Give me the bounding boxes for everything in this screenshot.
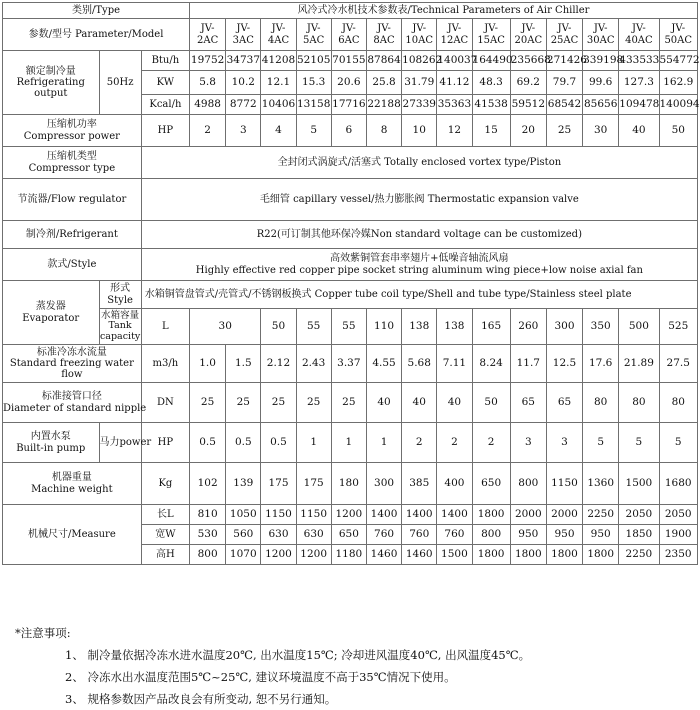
compressor-power-value: 50 xyxy=(659,115,698,147)
machine-weight-value: 175 xyxy=(261,463,296,505)
compressor-power-label xyxy=(3,115,142,147)
model-suffix: 10AC xyxy=(405,34,434,46)
machine-weight-value: 300 xyxy=(366,463,401,505)
machine-weight-value: 139 xyxy=(226,463,261,505)
model-suffix: 4AC xyxy=(267,34,290,46)
built-in-pump-cn: 内置水泵 xyxy=(30,431,71,443)
nipple-diameter-value: 25 xyxy=(296,383,331,423)
machine-weight-en: Machine weight xyxy=(31,483,113,495)
pump-power-value: 2 xyxy=(402,423,437,463)
evaporator-form-en: Style xyxy=(107,294,133,306)
pump-power-label: 马力power xyxy=(99,423,141,463)
model-prefix: JV- xyxy=(593,23,608,35)
tank-capacity-cn: 水箱容量 xyxy=(101,309,140,321)
model-header-cell xyxy=(331,19,366,51)
tank-capacity-value: 138 xyxy=(402,309,437,345)
title-row xyxy=(3,3,698,19)
machine-weight-value: 650 xyxy=(472,463,510,505)
pump-power-value: 5 xyxy=(659,423,698,463)
model-header-cell xyxy=(261,19,296,51)
evaporator-form-label xyxy=(99,281,141,309)
measure-value: 760 xyxy=(437,525,472,545)
model-suffix: 30AC xyxy=(586,34,615,46)
model-suffix: 12AC xyxy=(440,34,469,46)
model-suffix: 6AC xyxy=(338,34,360,46)
style-value xyxy=(141,249,697,281)
refrigerant-label: 制冷剂/Refrigerant xyxy=(3,221,142,249)
model-header-cell xyxy=(437,19,472,51)
notes-section xyxy=(15,622,530,710)
measure-value: 1460 xyxy=(366,545,401,565)
pump-power-value: 3 xyxy=(510,423,546,463)
tank-capacity-value: 30 xyxy=(190,309,261,345)
tank-capacity-value: 525 xyxy=(659,309,698,345)
compressor-power-value: 20 xyxy=(510,115,546,147)
model-prefix: JV- xyxy=(412,23,427,35)
measure-value: 1460 xyxy=(402,545,437,565)
measure-value: 650 xyxy=(331,525,366,545)
freezing-water-flow-value: 2.12 xyxy=(261,345,296,383)
measure-row-length xyxy=(3,505,698,525)
tank-capacity-value: 55 xyxy=(331,309,366,345)
compressor-power-value: 30 xyxy=(583,115,619,147)
pump-power-value: 0.5 xyxy=(190,423,226,463)
nipple-diameter-value: 25 xyxy=(331,383,366,423)
capacity-value: 70155 xyxy=(331,51,366,71)
machine-weight-cn: 机器重量 xyxy=(51,472,92,484)
built-in-pump-label xyxy=(3,423,100,463)
nipple-diameter-value: 80 xyxy=(583,383,619,423)
capacity-value: 35363 xyxy=(437,95,472,115)
capacity-value: 69.2 xyxy=(510,71,546,95)
sheet-title: 风冷式冷水机技术参数表/Technical Parameters of Air Chiller xyxy=(190,3,698,19)
nipple-diameter-value: 50 xyxy=(472,383,510,423)
compressor-type-value: 全封闭式涡旋式/活塞式 Totally enclosed vortex type/Piston xyxy=(141,147,697,179)
compressor-type-cn: 压缩机类型 xyxy=(46,151,97,163)
model-header-cell xyxy=(296,19,331,51)
freezing-water-flow-value: 12.5 xyxy=(546,345,582,383)
capacity-row-btu xyxy=(3,51,698,71)
measure-value: 800 xyxy=(472,525,510,545)
nipple-diameter-value: 25 xyxy=(261,383,296,423)
tank-capacity-unit: L xyxy=(141,309,189,345)
tank-capacity-value: 260 xyxy=(510,309,546,345)
capacity-value: 164490 xyxy=(472,51,510,71)
compressor-power-unit: HP xyxy=(141,115,189,147)
measure-value: 560 xyxy=(226,525,261,545)
compressor-power-value: 2 xyxy=(190,115,226,147)
pump-power-value: 1 xyxy=(331,423,366,463)
measure-value: 1070 xyxy=(226,545,261,565)
compressor-power-value: 4 xyxy=(261,115,296,147)
tank-capacity-value: 50 xyxy=(261,309,296,345)
measure-value: 630 xyxy=(296,525,331,545)
compressor-power-value: 12 xyxy=(437,115,472,147)
capacity-unit: Btu/h xyxy=(141,51,189,71)
model-prefix: JV- xyxy=(236,23,251,35)
model-suffix: 2AC xyxy=(196,34,219,46)
model-suffix: 15AC xyxy=(477,34,505,46)
measure-value: 1200 xyxy=(296,545,331,565)
capacity-value: 25.8 xyxy=(366,71,401,95)
refrigerating-output-en: Refrigerating output xyxy=(16,76,85,100)
capacity-value: 59512 xyxy=(510,95,546,115)
capacity-value: 17716 xyxy=(331,95,366,115)
tank-capacity-value: 500 xyxy=(619,309,659,345)
pump-power-value: 1 xyxy=(366,423,401,463)
pump-power-value: 5 xyxy=(583,423,619,463)
nipple-diameter-value: 40 xyxy=(437,383,472,423)
evaporator-form-cn: 形式 xyxy=(110,283,131,295)
model-header-cell xyxy=(619,19,659,51)
measure-value: 1800 xyxy=(510,545,546,565)
refrigerating-output-label xyxy=(3,51,100,115)
freezing-water-flow-value: 5.68 xyxy=(402,345,437,383)
capacity-value: 31.79 xyxy=(402,71,437,95)
capacity-value: 27339 xyxy=(402,95,437,115)
measure-label: 机械尺寸/Measure xyxy=(3,505,142,565)
measure-unit: 长L xyxy=(141,505,189,525)
model-prefix: JV- xyxy=(271,23,286,35)
machine-weight-value: 1500 xyxy=(619,463,659,505)
nipple-diameter-value: 80 xyxy=(659,383,698,423)
capacity-value: 4988 xyxy=(190,95,226,115)
freezing-water-flow-value: 1.5 xyxy=(226,345,261,383)
nipple-diameter-value: 40 xyxy=(402,383,437,423)
freezing-water-flow-value: 7.11 xyxy=(437,345,472,383)
pump-power-value: 5 xyxy=(619,423,659,463)
nipple-diameter-value: 25 xyxy=(190,383,226,423)
nipple-diameter-cn: 标准接管口径 xyxy=(41,391,102,403)
evaporator-form-value: 水箱铜管盘管式/壳管式/不锈钢板换式 Copper tube coil type/Shell and tube type/Stainless steel plate xyxy=(141,281,697,309)
model-header-cell xyxy=(402,19,437,51)
capacity-value: 140094 xyxy=(659,95,698,115)
measure-value: 1800 xyxy=(546,545,582,565)
pump-power-value: 1 xyxy=(296,423,331,463)
model-prefix: JV- xyxy=(306,23,321,35)
machine-weight-value: 385 xyxy=(402,463,437,505)
freezing-water-flow-value: 17.6 xyxy=(583,345,619,383)
measure-value: 1150 xyxy=(296,505,331,525)
note-item-2: 2、 冷冻水出水温度范围5℃~25℃, 建议环境温度不高于35℃情况下使用。 xyxy=(65,670,456,684)
freezing-water-flow-label xyxy=(3,345,142,383)
nipple-diameter-row xyxy=(3,383,698,423)
built-in-pump-row xyxy=(3,423,698,463)
machine-weight-value: 400 xyxy=(437,463,472,505)
capacity-value: 22188 xyxy=(366,95,401,115)
machine-weight-value: 1680 xyxy=(659,463,698,505)
model-suffix: 50AC xyxy=(664,34,693,46)
machine-weight-label xyxy=(3,463,142,505)
nipple-diameter-value: 25 xyxy=(226,383,261,423)
measure-value: 950 xyxy=(583,525,619,545)
notes-heading: *注意事项: xyxy=(15,626,71,640)
measure-value: 1800 xyxy=(583,545,619,565)
measure-value: 800 xyxy=(190,545,226,565)
compressor-type-en: Compressor type xyxy=(28,162,116,174)
measure-value: 810 xyxy=(190,505,226,525)
capacity-value: 10406 xyxy=(261,95,296,115)
nipple-diameter-label xyxy=(3,383,147,423)
pump-power-value: 2 xyxy=(437,423,472,463)
freezing-water-flow-cn: 标准冷冻水流量 xyxy=(36,346,107,358)
model-header-cell xyxy=(583,19,619,51)
note-item-3: 3、 规格参数因产品改良会有所变动, 恕不另行通知。 xyxy=(65,692,337,706)
freezing-water-flow-value: 27.5 xyxy=(659,345,698,383)
measure-unit: 宽W xyxy=(141,525,189,545)
pump-power-value: 0.5 xyxy=(261,423,296,463)
tank-capacity-en: Tank capacity xyxy=(99,320,141,342)
nipple-diameter-value: 65 xyxy=(546,383,582,423)
model-prefix: JV- xyxy=(200,23,215,35)
measure-value: 2000 xyxy=(546,505,582,525)
machine-weight-unit: Kg xyxy=(141,463,189,505)
model-prefix: JV- xyxy=(671,23,686,35)
measure-value: 1850 xyxy=(619,525,659,545)
refrigerant-row xyxy=(3,221,698,249)
freezing-water-flow-value: 1.0 xyxy=(190,345,226,383)
evaporator-label xyxy=(3,281,100,345)
machine-weight-value: 180 xyxy=(331,463,366,505)
compressor-power-value: 10 xyxy=(402,115,437,147)
measure-value: 1400 xyxy=(366,505,401,525)
freezing-water-flow-value: 8.24 xyxy=(472,345,510,383)
compressor-power-value: 40 xyxy=(619,115,659,147)
frequency-label: 50Hz xyxy=(99,51,141,115)
flow-regulator-row xyxy=(3,179,698,221)
model-suffix: 5AC xyxy=(303,34,325,46)
measure-value: 2000 xyxy=(510,505,546,525)
style-value-cn: 高效紫铜管套串率翅片+低噪音轴流风扇 xyxy=(330,253,509,265)
model-header-cell xyxy=(659,19,698,51)
table-body xyxy=(3,3,698,565)
capacity-value: 52105 xyxy=(296,51,331,71)
machine-weight-value: 1150 xyxy=(546,463,582,505)
compressor-power-value: 5 xyxy=(296,115,331,147)
model-header-cell xyxy=(226,19,261,51)
capacity-value: 271426 xyxy=(546,51,582,71)
machine-weight-value: 1360 xyxy=(583,463,619,505)
model-header-cell xyxy=(546,19,582,51)
evaporator-form-row xyxy=(3,281,698,309)
capacity-value: 85656 xyxy=(583,95,619,115)
measure-value: 950 xyxy=(546,525,582,545)
measure-value: 2250 xyxy=(583,505,619,525)
category-label: 类别/Type xyxy=(3,3,190,19)
compressor-type-row xyxy=(3,147,698,179)
freezing-water-flow-value: 3.37 xyxy=(331,345,366,383)
machine-weight-value: 102 xyxy=(190,463,226,505)
style-label: 款式/Style xyxy=(3,249,142,281)
capacity-value: 127.3 xyxy=(619,71,659,95)
compressor-power-value: 3 xyxy=(226,115,261,147)
model-prefix: JV- xyxy=(557,23,572,35)
measure-value: 950 xyxy=(510,525,546,545)
model-suffix: 8AC xyxy=(373,34,395,46)
capacity-value: 20.6 xyxy=(331,71,366,95)
measure-value: 760 xyxy=(402,525,437,545)
machine-weight-value: 175 xyxy=(296,463,331,505)
measure-value: 1900 xyxy=(659,525,698,545)
measure-value: 1500 xyxy=(437,545,472,565)
tank-capacity-value: 55 xyxy=(296,309,331,345)
freezing-water-flow-value: 4.55 xyxy=(366,345,401,383)
capacity-value: 41208 xyxy=(261,51,296,71)
freezing-water-flow-row xyxy=(3,345,698,383)
tank-capacity-label xyxy=(99,309,141,345)
model-prefix: JV- xyxy=(377,23,391,35)
model-header-cell xyxy=(472,19,510,51)
model-suffix: 40AC xyxy=(625,34,653,46)
capacity-value: 10.2 xyxy=(226,71,261,95)
measure-value: 2050 xyxy=(619,505,659,525)
model-suffix: 3AC xyxy=(232,34,254,46)
capacity-value: 48.3 xyxy=(472,71,510,95)
capacity-value: 15.3 xyxy=(296,71,331,95)
pump-power-unit: HP xyxy=(141,423,189,463)
compressor-power-value: 25 xyxy=(546,115,582,147)
tank-capacity-value: 138 xyxy=(437,309,472,345)
measure-value: 1400 xyxy=(402,505,437,525)
capacity-value: 68542 xyxy=(546,95,582,115)
measure-value: 2050 xyxy=(659,505,698,525)
measure-value: 2250 xyxy=(619,545,659,565)
spec-sheet xyxy=(2,2,698,565)
compressor-power-value: 6 xyxy=(331,115,366,147)
capacity-unit: KW xyxy=(141,71,189,95)
freezing-water-flow-en: Standard freezing water flow xyxy=(9,357,134,381)
technical-parameters-table xyxy=(2,2,698,565)
pump-power-value: 2 xyxy=(472,423,510,463)
capacity-unit: Kcal/h xyxy=(141,95,189,115)
style-value-en: Highly effective red copper pipe socket string aluminum wing piece+low noise axial fan xyxy=(195,264,643,276)
measure-value: 1200 xyxy=(261,545,296,565)
measure-value: 1050 xyxy=(226,505,261,525)
capacity-value: 5.8 xyxy=(190,71,226,95)
model-header-cell xyxy=(190,19,226,51)
measure-unit: 高H xyxy=(141,545,189,565)
model-prefix: JV- xyxy=(447,23,462,35)
model-prefix: JV- xyxy=(632,23,646,35)
model-prefix: JV- xyxy=(521,23,536,35)
capacity-value: 108262 xyxy=(402,51,437,71)
model-prefix: JV- xyxy=(342,23,356,35)
compressor-type-label xyxy=(3,147,142,179)
nipple-diameter-unit: DN xyxy=(141,383,189,423)
flow-regulator-value: 毛细管 capillary vessel/热力膨胀阀 Thermostatic expansion valve xyxy=(141,179,697,221)
pump-power-value: 3 xyxy=(546,423,582,463)
capacity-value: 13158 xyxy=(296,95,331,115)
built-in-pump-en: Built-in pump xyxy=(16,442,86,454)
measure-value: 1180 xyxy=(331,545,366,565)
model-header-cell xyxy=(510,19,546,51)
evaporator-cn: 蒸发器 xyxy=(35,301,66,313)
parameter-model-label: 参数/型号 Parameter/Model xyxy=(3,19,190,51)
compressor-power-row xyxy=(3,115,698,147)
capacity-value: 109478 xyxy=(619,95,659,115)
capacity-value: 433533 xyxy=(619,51,659,71)
machine-weight-row xyxy=(3,463,698,505)
model-header-cell xyxy=(366,19,401,51)
compressor-power-cn: 压缩机功率 xyxy=(46,119,97,131)
capacity-value: 339198 xyxy=(583,51,619,71)
freezing-water-flow-value: 2.43 xyxy=(296,345,331,383)
capacity-value: 8772 xyxy=(226,95,261,115)
measure-value: 530 xyxy=(190,525,226,545)
tank-capacity-row xyxy=(3,309,698,345)
capacity-value: 41538 xyxy=(472,95,510,115)
model-prefix: JV- xyxy=(484,23,498,35)
capacity-value: 41.12 xyxy=(437,71,472,95)
machine-weight-value: 800 xyxy=(510,463,546,505)
measure-value: 1800 xyxy=(472,545,510,565)
style-row xyxy=(3,249,698,281)
measure-value: 1400 xyxy=(437,505,472,525)
tank-capacity-value: 300 xyxy=(546,309,582,345)
measure-value: 630 xyxy=(261,525,296,545)
capacity-value: 162.9 xyxy=(659,71,698,95)
measure-value: 2350 xyxy=(659,545,698,565)
capacity-value: 79.7 xyxy=(546,71,582,95)
nipple-diameter-value: 65 xyxy=(510,383,546,423)
capacity-value: 140037 xyxy=(437,51,472,71)
freezing-water-flow-value: 11.7 xyxy=(510,345,546,383)
nipple-diameter-value: 40 xyxy=(366,383,401,423)
capacity-value: 12.1 xyxy=(261,71,296,95)
measure-value: 1800 xyxy=(472,505,510,525)
compressor-power-en: Compressor power xyxy=(23,130,120,142)
refrigerating-output-cn: 额定制冷量 xyxy=(25,65,76,77)
tank-capacity-value: 110 xyxy=(366,309,401,345)
refrigerant-value: R22(可订制其他环保冷媒Non standard voltage can be customized) xyxy=(141,221,697,249)
capacity-value: 99.6 xyxy=(583,71,619,95)
compressor-power-value: 8 xyxy=(366,115,401,147)
capacity-value: 34737 xyxy=(226,51,261,71)
freezing-water-flow-unit: m3/h xyxy=(141,345,189,383)
measure-value: 760 xyxy=(366,525,401,545)
freezing-water-flow-value: 21.89 xyxy=(619,345,659,383)
capacity-value: 554772 xyxy=(659,51,698,71)
model-suffix: 25AC xyxy=(550,34,579,46)
measure-value: 1150 xyxy=(261,505,296,525)
tank-capacity-value: 165 xyxy=(472,309,510,345)
note-item-1: 1、 制冷量依据冷冻水进水温度20℃, 出水温度15℃; 冷却进风温度40℃, 出风温度45℃。 xyxy=(65,648,531,662)
model-suffix: 20AC xyxy=(514,34,543,46)
pump-power-value: 0.5 xyxy=(226,423,261,463)
nipple-diameter-en: Diameter of standard nipple xyxy=(3,402,147,414)
tank-capacity-value: 350 xyxy=(583,309,619,345)
flow-regulator-label: 节流器/Flow regulator xyxy=(3,179,142,221)
capacity-value: 235668 xyxy=(510,51,546,71)
compressor-power-value: 15 xyxy=(472,115,510,147)
capacity-value: 87864 xyxy=(366,51,401,71)
model-row xyxy=(3,19,698,51)
nipple-diameter-value: 80 xyxy=(619,383,659,423)
measure-value: 1200 xyxy=(331,505,366,525)
evaporator-en: Evaporator xyxy=(22,312,80,324)
capacity-value: 19752 xyxy=(190,51,226,71)
